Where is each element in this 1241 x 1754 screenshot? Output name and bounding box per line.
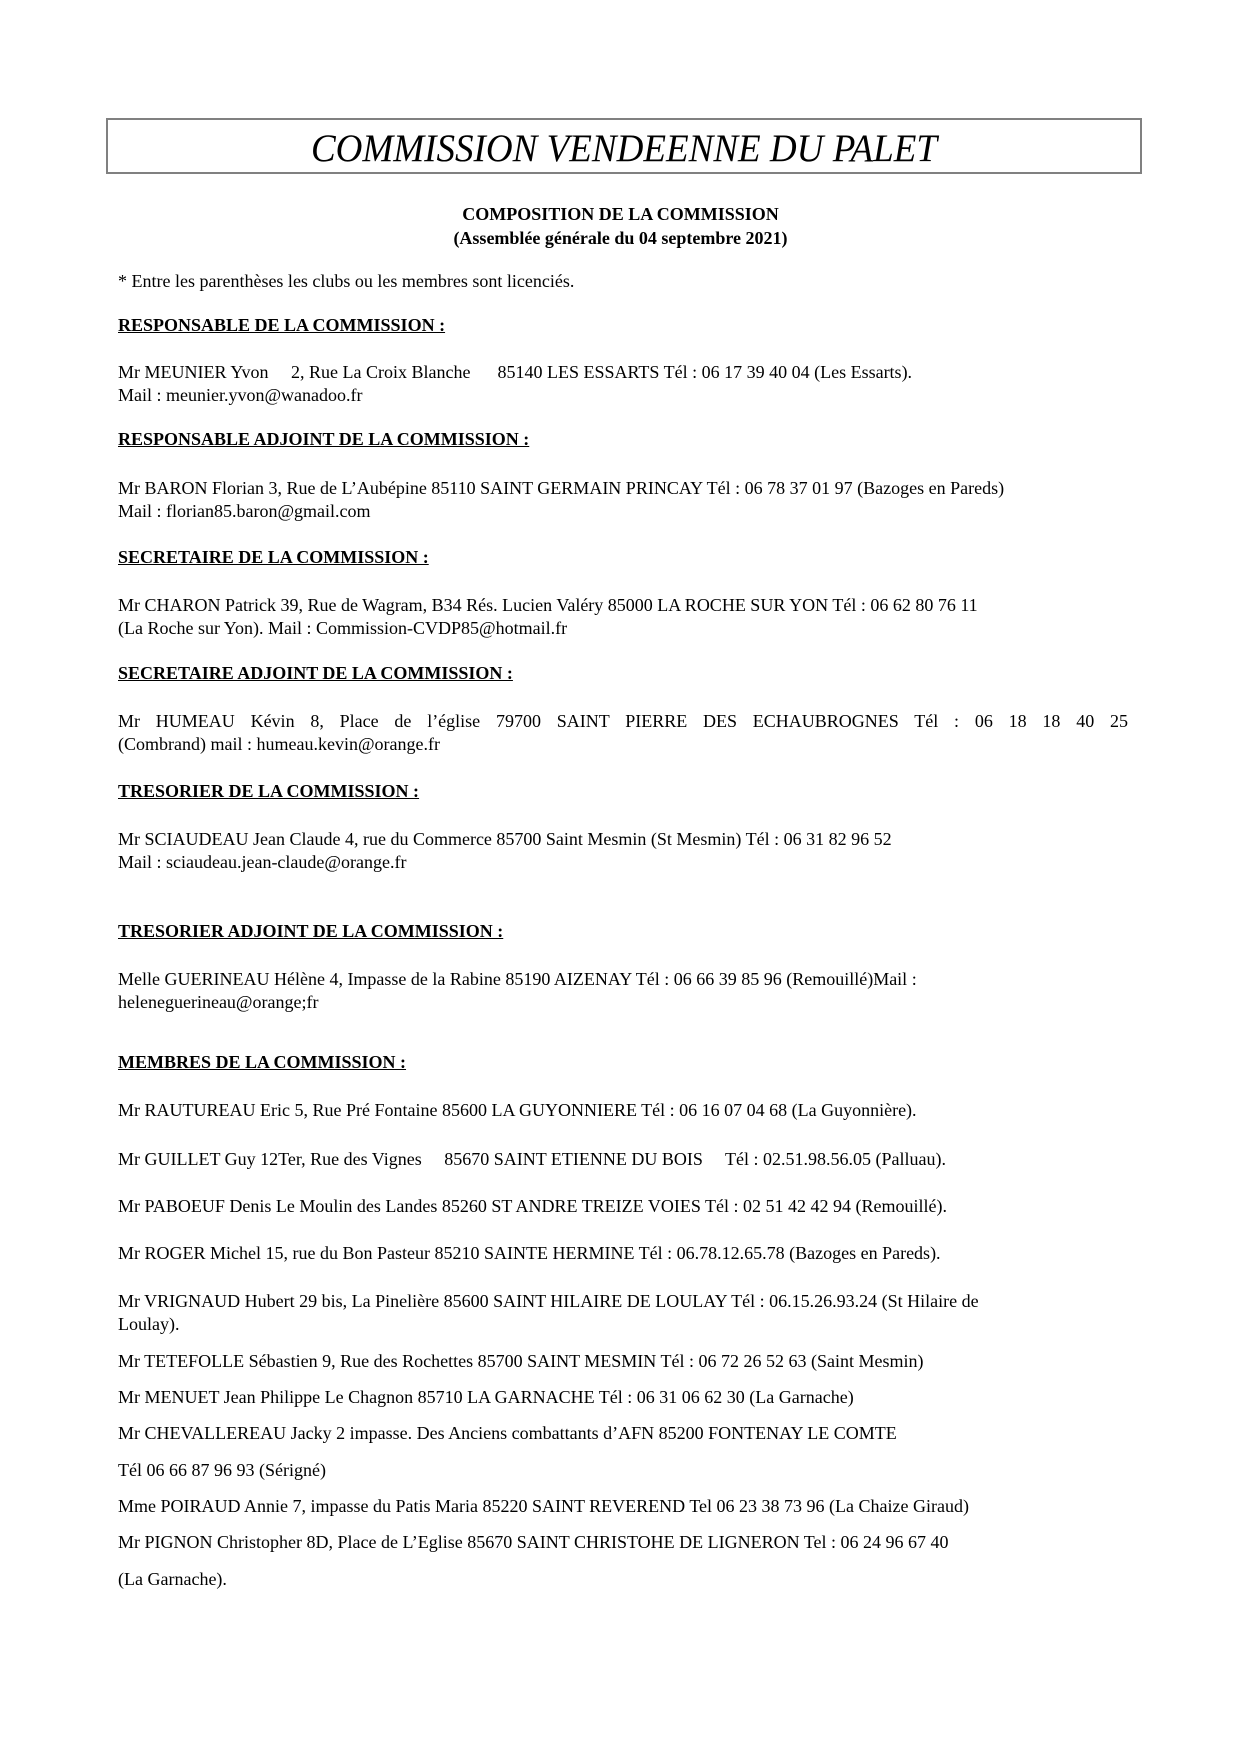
responsable-adjoint-line-1: Mr BARON Florian 3, Rue de L’Aubépine 85110 SAINT GERMAIN PRINCAY Tél : 06 78 37 01 97 (Bazoges en Pareds) xyxy=(118,478,1005,498)
secretaire-adjoint-line-2: (Combrand) mail : humeau.kevin@orange.fr xyxy=(118,734,440,754)
tresorier-mail: Mail : sciaudeau.jean-claude@orange.fr xyxy=(118,852,407,872)
member-line: (La Garnache). xyxy=(118,1569,227,1589)
document-subtitle: COMPOSITION DE LA COMMISSION xyxy=(462,204,779,224)
document-title: COMMISSION VENDEENNE DU PALET xyxy=(310,127,938,170)
member-line: Mr ROGER Michel 15, rue du Bon Pasteur 85210 SAINTE HERMINE Tél : 06.78.12.65.78 (Bazoges en Pareds). xyxy=(118,1243,941,1263)
member-line: Tél 06 66 87 96 93 (Sérigné) xyxy=(118,1460,326,1480)
member-line: Mr TETEFOLLE Sébastien 9, Rue des Rochettes 85700 SAINT MESMIN Tél : 06 72 26 52 63 (Saint Mesmin) xyxy=(118,1351,924,1371)
responsable-adjoint-mail: Mail : florian85.baron@gmail.com xyxy=(118,501,371,521)
secretaire-adjoint-line-1: Mr HUMEAU Kévin 8, Place de l’église 79700 SAINT PIERRE DES ECHAUBROGNES Tél : 06 18 18 40 25 xyxy=(118,711,1128,731)
heading-membres: MEMBRES DE LA COMMISSION : xyxy=(118,1052,407,1072)
responsable-line-1: Mr MEUNIER Yvon 2, Rue La Croix Blanche 85140 LES ESSARTS Tél : 06 17 39 40 04 (Les Essarts). xyxy=(118,362,913,382)
title-box xyxy=(106,118,1142,174)
heading-responsable-adjoint: RESPONSABLE ADJOINT DE LA COMMISSION : xyxy=(118,429,530,449)
licence-note: * Entre les parenthèses les clubs ou les membres sont licenciés. xyxy=(118,271,575,291)
heading-tresorier: TRESORIER DE LA COMMISSION : xyxy=(118,781,420,801)
member-line: Mr GUILLET Guy 12Ter, Rue des Vignes 85670 SAINT ETIENNE DU BOIS Tél : 02.51.98.56.05 (Palluau). xyxy=(118,1149,947,1169)
member-line: Mr RAUTUREAU Eric 5, Rue Pré Fontaine 85600 LA GUYONNIERE Tél : 06 16 07 04 68 (La Guyonnière). xyxy=(118,1100,917,1120)
responsable-mail: Mail : meunier.yvon@wanadoo.fr xyxy=(118,385,363,405)
heading-secretaire-adjoint: SECRETAIRE ADJOINT DE LA COMMISSION : xyxy=(118,663,513,683)
tresorier-adjoint-mail: heleneguerineau@orange;fr xyxy=(118,992,319,1012)
heading-tresorier-adjoint: TRESORIER ADJOINT DE LA COMMISSION : xyxy=(118,921,504,941)
tresorier-line-1: Mr SCIAUDEAU Jean Claude 4, rue du Commerce 85700 Saint Mesmin (St Mesmin) Tél : 06 31 82 96 52 xyxy=(118,829,892,849)
member-line: Mr PABOEUF Denis Le Moulin des Landes 85260 ST ANDRE TREIZE VOIES Tél : 02 51 42 42 94 (Remouillé). xyxy=(118,1196,947,1216)
secretaire-line-2: (La Roche sur Yon). Mail : Commission-CVDP85@hotmail.fr xyxy=(118,618,568,638)
member-line: Loulay). xyxy=(118,1314,180,1334)
assembly-date: (Assemblée générale du 04 septembre 2021) xyxy=(453,228,788,248)
member-line: Mr CHEVALLEREAU Jacky 2 impasse. Des Anciens combattants d’AFN 85200 FONTENAY LE COMTE xyxy=(118,1423,897,1443)
member-line: Mr PIGNON Christopher 8D, Place de L’Eglise 85670 SAINT CHRISTOHE DE LIGNERON Tel : 06 24 96 67 40 xyxy=(118,1532,949,1552)
heading-responsable: RESPONSABLE DE LA COMMISSION : xyxy=(118,315,446,335)
member-line: Mr MENUET Jean Philippe Le Chagnon 85710 LA GARNACHE Tél : 06 31 06 62 30 (La Garnache) xyxy=(118,1387,854,1407)
heading-secretaire: SECRETAIRE DE LA COMMISSION : xyxy=(118,547,429,567)
tresorier-adjoint-line-1: Melle GUERINEAU Hélène 4, Impasse de la Rabine 85190 AIZENAY Tél : 06 66 39 85 96 (Remouillé)Mail : xyxy=(118,969,917,989)
member-line: Mr VRIGNAUD Hubert 29 bis, La Pinelière 85600 SAINT HILAIRE DE LOULAY Tél : 06.15.26.93.24 (St Hilaire de xyxy=(118,1291,979,1311)
member-line: Mme POIRAUD Annie 7, impasse du Patis Maria 85220 SAINT REVEREND Tel 06 23 38 73 96 (La Chaize Giraud) xyxy=(118,1496,969,1516)
secretaire-line-1: Mr CHARON Patrick 39, Rue de Wagram, B34 Rés. Lucien Valéry 85000 LA ROCHE SUR YON Tél : 06 62 80 76 11 xyxy=(118,595,978,615)
